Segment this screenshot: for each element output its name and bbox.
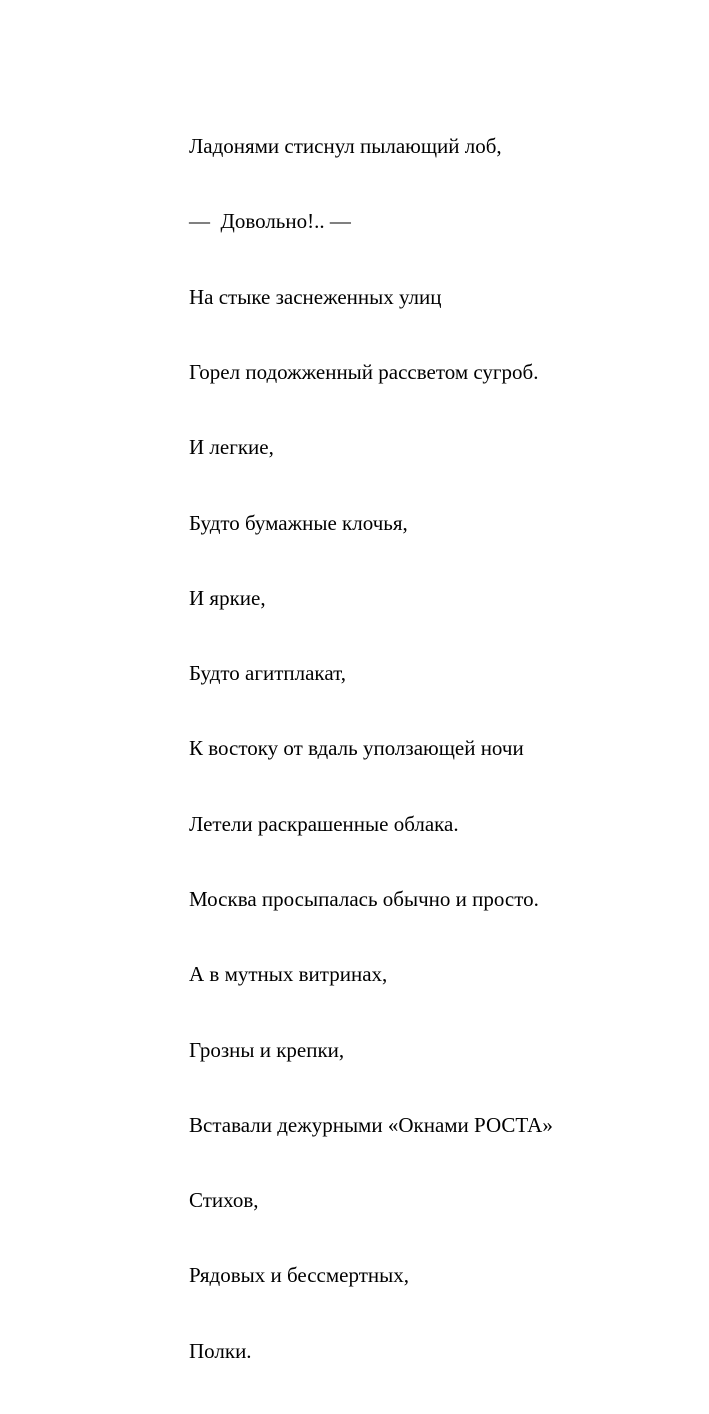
poem-line: Стихов, xyxy=(189,1188,259,1213)
poem-line: К востоку от вдаль уползающей ночи xyxy=(189,736,524,761)
poem-line: Полки. xyxy=(189,1338,252,1363)
poem-line: — Довольно!.. — xyxy=(189,209,351,234)
poem-line: И яркие, xyxy=(189,585,266,610)
poem-line: Летели раскрашенные облака. xyxy=(189,811,459,836)
poem-line: Будто агитплакат, xyxy=(189,661,346,686)
poem-line: А в мутных витринах, xyxy=(189,962,388,987)
poem-text xyxy=(189,84,553,1414)
poem-line: Ладонями стиснул пылающий лоб, xyxy=(189,134,502,159)
poem-line: Вставали дежурными «Окнами РОСТА» xyxy=(189,1112,553,1137)
poem-line: И легкие, xyxy=(189,435,274,460)
poem-line: Горел подожженный рассветом сугроб. xyxy=(189,360,539,385)
poem-line: На стыке заснеженных улиц xyxy=(189,284,442,309)
poem-line: Москва просыпалась обычно и просто. xyxy=(189,887,539,911)
poem-line: Рядовых и бессмертных, xyxy=(189,1263,409,1288)
poem-line: Грозны и крепки, xyxy=(189,1037,345,1062)
poem-line: Будто бумажные клочья, xyxy=(189,510,408,535)
